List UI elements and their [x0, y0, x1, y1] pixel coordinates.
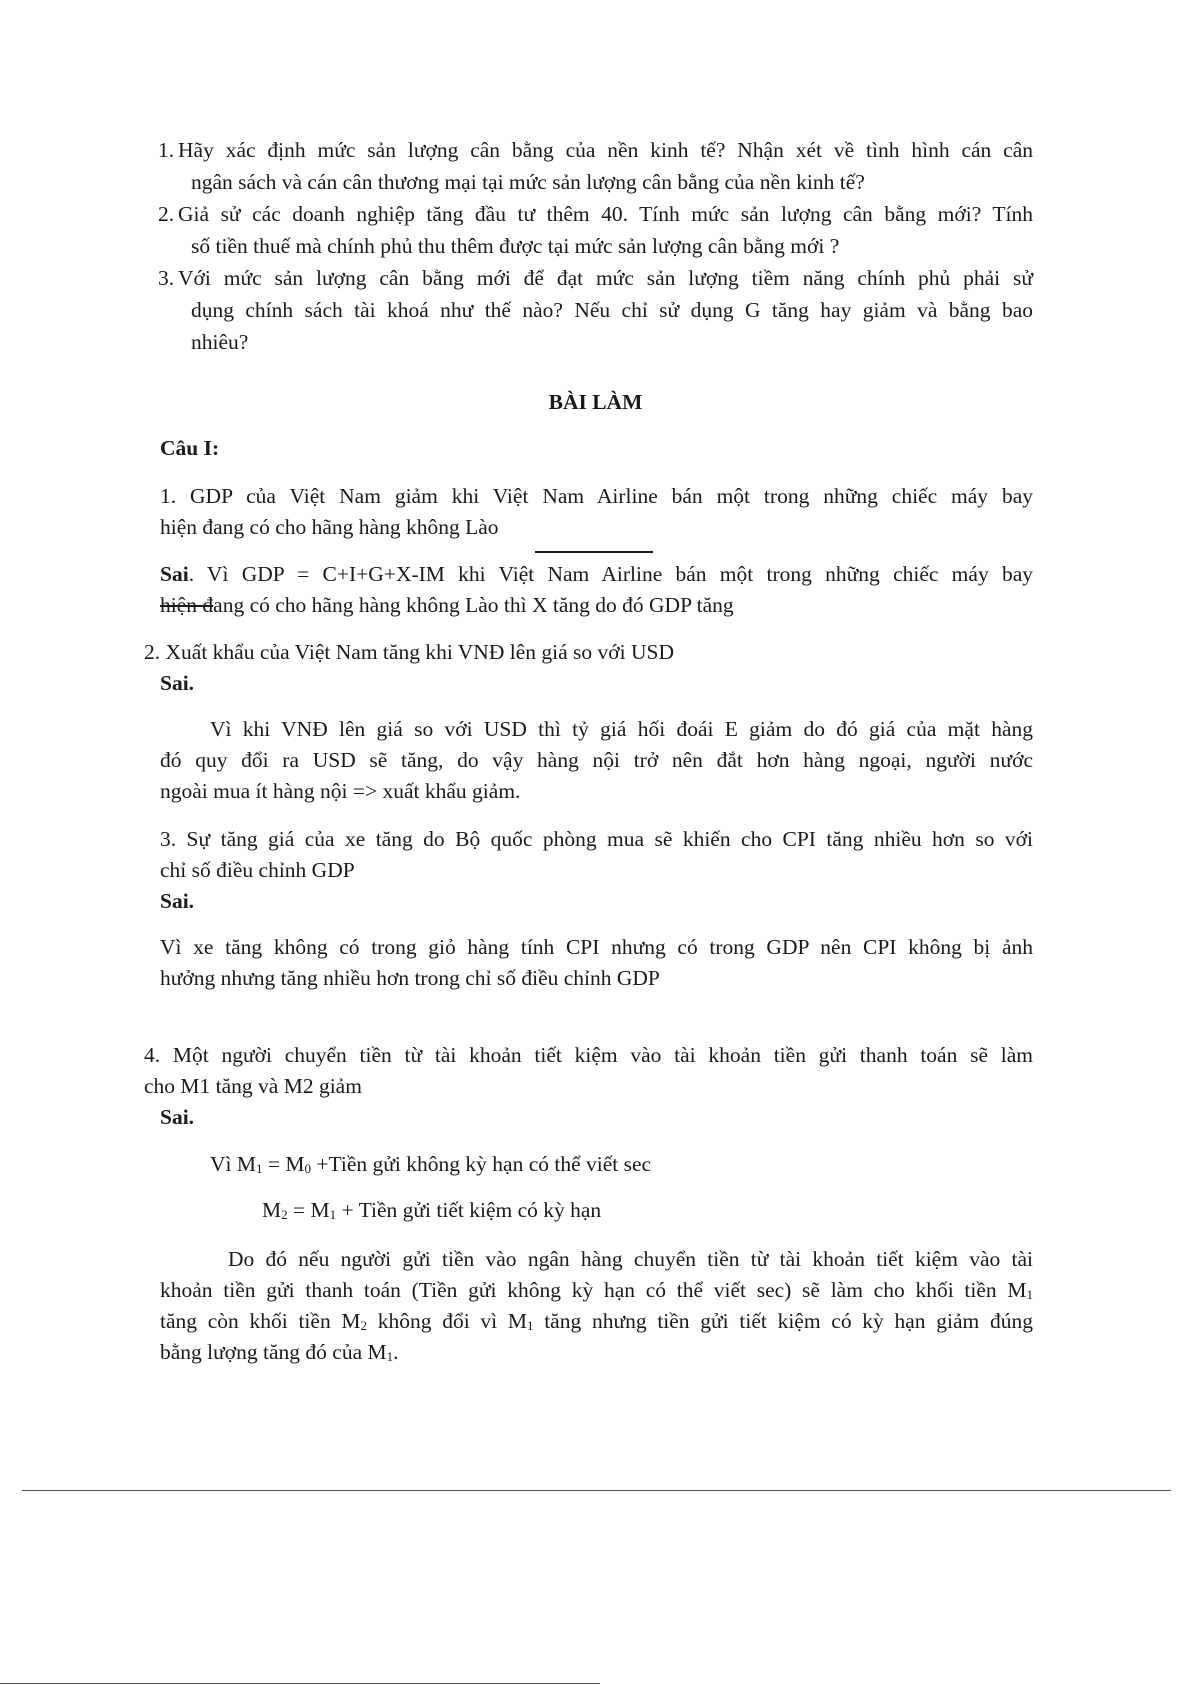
- item-4-paragraph-line-3-b: không đổi vì M: [367, 1309, 527, 1333]
- item-2-answer-line-2: đó quy đổi ra USD sẽ tăng, do vậy hàng nội trở nên đắt hơn hàng ngoại, người nước: [160, 748, 1033, 772]
- question-3-line-1: Với mức sản lượng cân bằng mới để đạt mức sản lượng tiềm năng chính phủ phải sử: [178, 266, 1033, 290]
- formula-m2: [262, 1194, 601, 1226]
- item-4-paragraph-line-3-sub-2: 2: [360, 1318, 368, 1333]
- page-divider: [22, 1490, 1171, 1491]
- item-4-paragraph-line-3-a: tăng còn khối tiền M: [160, 1309, 361, 1333]
- formula-m1-text-a: Vì M: [210, 1152, 256, 1176]
- question-3-line-3: nhiêu?: [191, 330, 249, 354]
- item-4-verdict: Sai.: [160, 1105, 195, 1129]
- item-4-paragraph-line-3-sub-1: 1: [526, 1318, 534, 1333]
- item-4-paragraph-line-2-sub: 1: [1026, 1287, 1033, 1302]
- item-1-verdict: Sai: [160, 562, 189, 586]
- item-1-answer-text-1: . Vì GDP = C+I+G+X-IM khi Việt Nam Airline bán một trong những chiếc máy bay: [188, 562, 1033, 586]
- footer-line: [0, 1683, 600, 1684]
- formula-m2-text-a: M: [262, 1198, 282, 1222]
- question-1-line-1: Hãy xác định mức sản lượng cân bằng của nền kinh tế? Nhận xét về tình hình cán cân: [178, 138, 1033, 162]
- item-2-answer-line-3: ngoài mua ít hàng nội => xuất khẩu giảm.: [160, 779, 521, 803]
- item-1-answer-line-1: [160, 558, 1033, 590]
- item-4-paragraph-line-2: [160, 1274, 1033, 1306]
- question-2-number: 2.: [158, 202, 175, 226]
- item-4-question-line-1: 4. Một người chuyển tiền từ tài khoản tiết kiệm vào tài khoản tiền gửi thanh toán sẽ làm: [144, 1043, 1033, 1067]
- formula-m2-sub-2: 2: [281, 1207, 288, 1222]
- item-1-question-line-1: 1. GDP của Việt Nam giảm khi Việt Nam Airline bán một trong những chiếc máy bay: [160, 484, 1033, 508]
- item-1-answer-line-2: [160, 589, 734, 621]
- item-1-question-line-2: hiện đang có cho hãng hàng không Lào: [160, 515, 499, 539]
- item-4-paragraph-line-3-c: tăng nhưng tiền gửi tiết kiệm có kỳ hạn giảm đúng: [533, 1309, 1033, 1333]
- item-4-paragraph-line-2-text: khoản tiền gửi thanh toán (Tiền gửi không kỳ hạn có thể viết sec) sẽ làm cho khối tiền M: [160, 1278, 1027, 1302]
- formula-m1-text-c: +Tiền gửi không kỳ hạn có thể viết sec: [311, 1152, 652, 1176]
- question-3-line-2: dụng chính sách tài khoá như thế nào? Nếu chỉ sử dụng G tăng hay giảm và bằng bao: [191, 298, 1033, 322]
- question-2-line-1: Giả sử các doanh nghiệp tăng đầu tư thêm 40. Tính mức sản lượng cân bằng mới? Tính: [178, 202, 1033, 226]
- formula-m1-text-b: = M: [262, 1152, 305, 1176]
- item-3-answer-line-2: hưởng nhưng tăng nhiều hơn trong chỉ số điều chỉnh GDP: [160, 966, 660, 990]
- formula-m1-sub-0: 0: [304, 1161, 311, 1176]
- question-3-number: 3.: [158, 266, 175, 290]
- page-heading: BÀI LÀM: [548, 390, 643, 414]
- handwritten-overline-mark: [535, 551, 653, 553]
- formula-m2-sub-1: 1: [329, 1207, 337, 1222]
- question-1-line-2: ngân sách và cán cân thương mại tại mức sản lượng cân bằng của nền kinh tế?: [191, 170, 865, 194]
- item-3-question-line-1: 3. Sự tăng giá của xe tăng do Bộ quốc phòng mua sẽ khiến cho CPI tăng nhiều hơn so với: [160, 827, 1033, 851]
- item-3-answer-line-1: Vì xe tăng không có trong giỏ hàng tính CPI nhưng có trong GDP nên CPI không bị ảnh: [160, 935, 1033, 959]
- item-4-question-line-2: cho M1 tăng và M2 giảm: [144, 1074, 362, 1098]
- item-1-answer-text-2: ang có cho hãng hàng không Lào thì X tăng do đó GDP tăng: [213, 593, 734, 617]
- item-3-question-line-2: chỉ số điều chỉnh GDP: [160, 858, 355, 882]
- formula-m2-text-c: + Tiền gửi tiết kiệm có kỳ hạn: [336, 1198, 602, 1222]
- item-4-paragraph-line-4-a: bằng lượng tăng đó của M: [160, 1340, 387, 1364]
- item-4-paragraph-line-4: [160, 1336, 399, 1368]
- formula-m1-sub-1: 1: [256, 1161, 263, 1176]
- item-2-question: 2. Xuất khẩu của Việt Nam tăng khi VNĐ lên giá so với USD: [144, 640, 674, 664]
- section-title: Câu I:: [160, 436, 220, 460]
- item-1-struck-text: hiện đ: [160, 593, 214, 617]
- item-4-paragraph-line-4-b: .: [393, 1340, 399, 1364]
- item-4-paragraph-line-1: Do đó nếu người gửi tiền vào ngân hàng chuyển tiền từ tài khoản tiết kiệm vào tài: [228, 1247, 1033, 1271]
- item-2-verdict: Sai.: [160, 671, 195, 695]
- formula-m2-text-b: = M: [287, 1198, 330, 1222]
- item-3-verdict: Sai.: [160, 889, 195, 913]
- question-1-number: 1.: [158, 138, 175, 162]
- question-2-line-2: số tiền thuế mà chính phủ thu thêm được tại mức sản lượng cân bằng mới ?: [191, 234, 840, 258]
- formula-m1: [210, 1148, 651, 1180]
- item-4-paragraph-line-4-sub: 1: [386, 1349, 394, 1364]
- item-4-paragraph-line-3: [160, 1305, 1033, 1337]
- item-2-answer-line-1: Vì khi VNĐ lên giá so với USD thì tỷ giá hối đoái E giảm do đó giá của mặt hàng: [210, 717, 1033, 741]
